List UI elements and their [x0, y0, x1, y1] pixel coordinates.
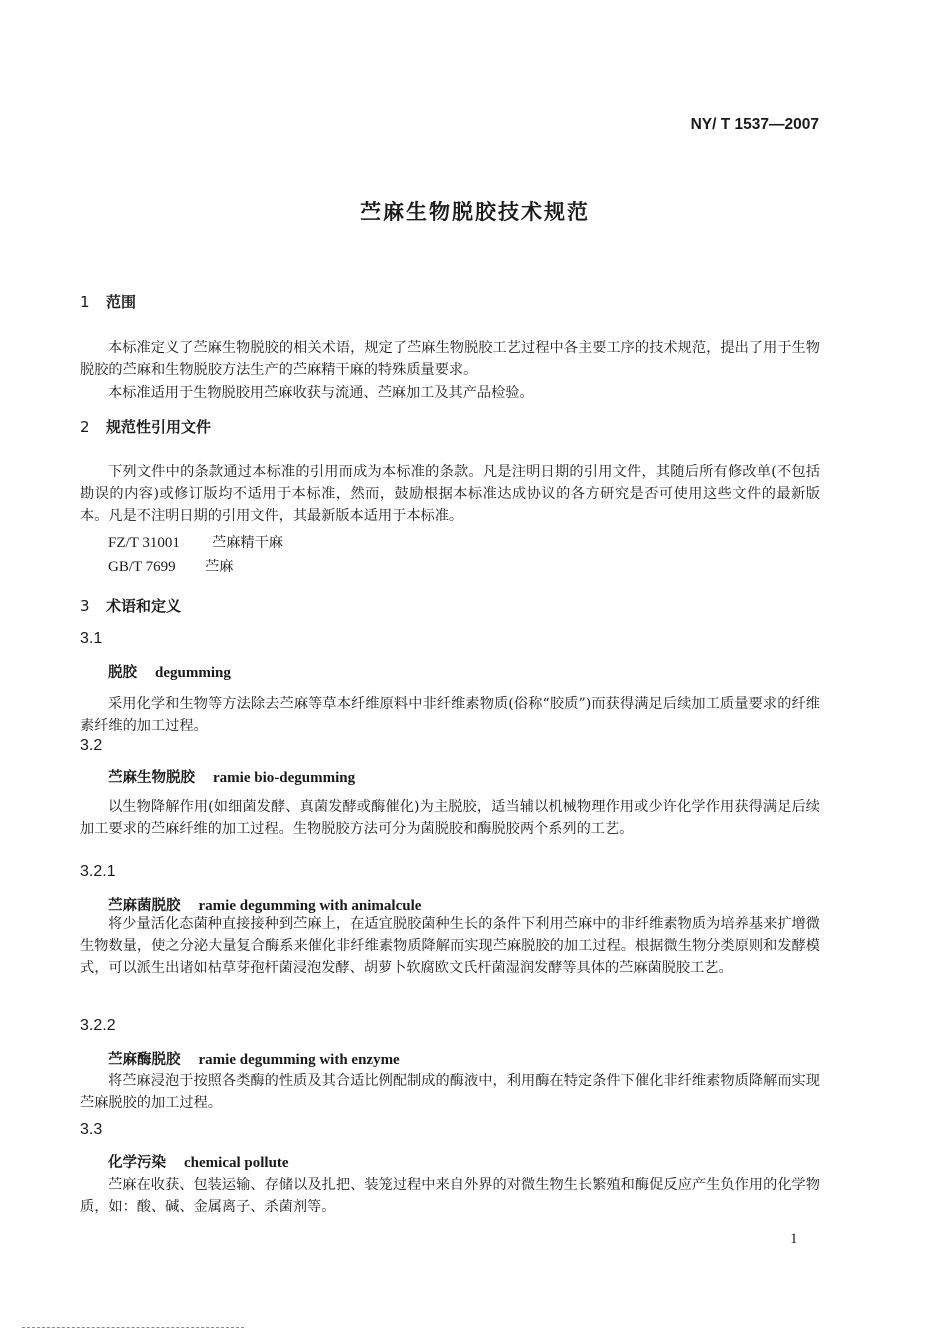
document-title: 苎麻生物脱胶技术规范: [360, 200, 590, 224]
reference-code: GB/T 7699: [108, 559, 176, 575]
footer-divider: [22, 1327, 244, 1328]
term-en: degumming: [155, 665, 231, 681]
term-cn: 苎麻菌脱胶: [108, 898, 181, 914]
section-title: 术语和定义: [106, 597, 182, 615]
section-2-paragraph: 下列文件中的条款通过本标准的引用而成为本标准的条款。凡是注明日期的引用文件，其随后所有修改单(不包括勘误的内容)或修订版均不适用于本标准，然而，鼓励根据本标准达成协议的各方研究是否可使用这些文件的最新版本。凡是不注明日期的引用文件，其最新版本适用于本标准。: [80, 464, 820, 524]
section-number: 3: [80, 597, 90, 615]
term-number: 3.2: [80, 737, 103, 754]
term-definition: 苎麻在收获、包装运输、存储以及扎把、装笼过程中来自外界的对微生物生长繁殖和酶促反应产生负作用的化学物质，如：酸、碱、金属离子、杀菌剂等。: [80, 1177, 820, 1215]
term-heading: [108, 894, 421, 915]
term-en: ramie degumming with enzyme: [198, 1052, 400, 1068]
term-definition: 将少量活化态菌种直接接种到苎麻上，在适宜脱胶菌种生长的条件下利用苎麻中的非纤维素物质为培养基来扩增微生物数量，使之分泌大量复合酶系来催化非纤维素物质降解而实现苎麻脱胶的加工过程。根据微生物分类原则和发酵模式，可以派生出诸如枯草芽孢杆菌浸泡发酵、胡萝卜软腐欧文氏杆菌湿润发酵等具体的苎麻菌脱胶工艺。: [80, 916, 820, 976]
section-number: 1: [80, 293, 90, 311]
term-cn: 化学污染: [108, 1155, 166, 1171]
section-title: 规范性引用文件: [106, 418, 212, 436]
term-heading: [108, 1151, 289, 1172]
section-1-paragraph-1: 本标准定义了苎麻生物脱胶的相关术语，规定了苎麻生物脱胶工艺过程中各主要工序的技术规范，提出了用于生物脱胶的苎麻和生物脱胶方法生产的苎麻精干麻的特殊质量要求。: [80, 340, 820, 378]
reference-code: FZ/T 31001: [108, 535, 180, 551]
term-cn: 脱胶: [108, 665, 137, 681]
term-number: 3.2.1: [80, 863, 116, 880]
term-number: 3.2.2: [80, 1017, 116, 1034]
standard-code: NY/ T 1537—2007: [690, 116, 819, 133]
section-2-heading: [80, 416, 211, 437]
reference-item: [108, 532, 283, 552]
term-heading: [108, 1048, 400, 1069]
section-3-heading: [80, 595, 181, 616]
section-1-paragraph-2: 本标准适用于生物脱胶用苎麻收获与流通、苎麻加工及其产品检验。: [108, 385, 534, 401]
term-cn: 苎麻酶脱胶: [108, 1052, 181, 1068]
term-heading: [108, 766, 355, 787]
term-cn: 苎麻生物脱胶: [108, 770, 195, 786]
term-number: 3.1: [80, 630, 103, 647]
term-definition: 以生物降解作用(如细菌发酵、真菌发酵或酶催化)为主脱胶，适当辅以机械物理作用或少许化学作用获得满足后续加工要求的苎麻纤维的加工过程。生物脱胶方法可分为菌脱胶和酶脱胶两个系列的工艺。: [80, 799, 820, 837]
section-title: 范围: [106, 293, 137, 311]
term-heading: [108, 661, 231, 682]
term-number: 3.3: [80, 1121, 103, 1138]
term-en: ramie bio-degumming: [213, 770, 356, 786]
section-1-heading: [80, 291, 136, 312]
page-number: 1: [790, 1231, 798, 1247]
term-en: chemical pollute: [184, 1155, 289, 1171]
reference-name: 苎麻: [205, 559, 234, 575]
reference-name: 苎麻精干麻: [212, 535, 283, 551]
term-definition: 将苎麻浸泡于按照各类酶的性质及其合适比例配制成的酶液中，利用酶在特定条件下催化非纤维素物质降解而实现苎麻脱胶的加工过程。: [80, 1073, 820, 1111]
section-number: 2: [80, 418, 90, 436]
reference-item: [108, 556, 233, 576]
term-definition: 采用化学和生物等方法除去苎麻等草本纤维原料中非纤维素物质(俗称“胶质”)而获得满足后续加工质量要求的纤维素纤维的加工过程。: [80, 696, 820, 734]
term-en: ramie degumming with animalcule: [198, 898, 422, 914]
